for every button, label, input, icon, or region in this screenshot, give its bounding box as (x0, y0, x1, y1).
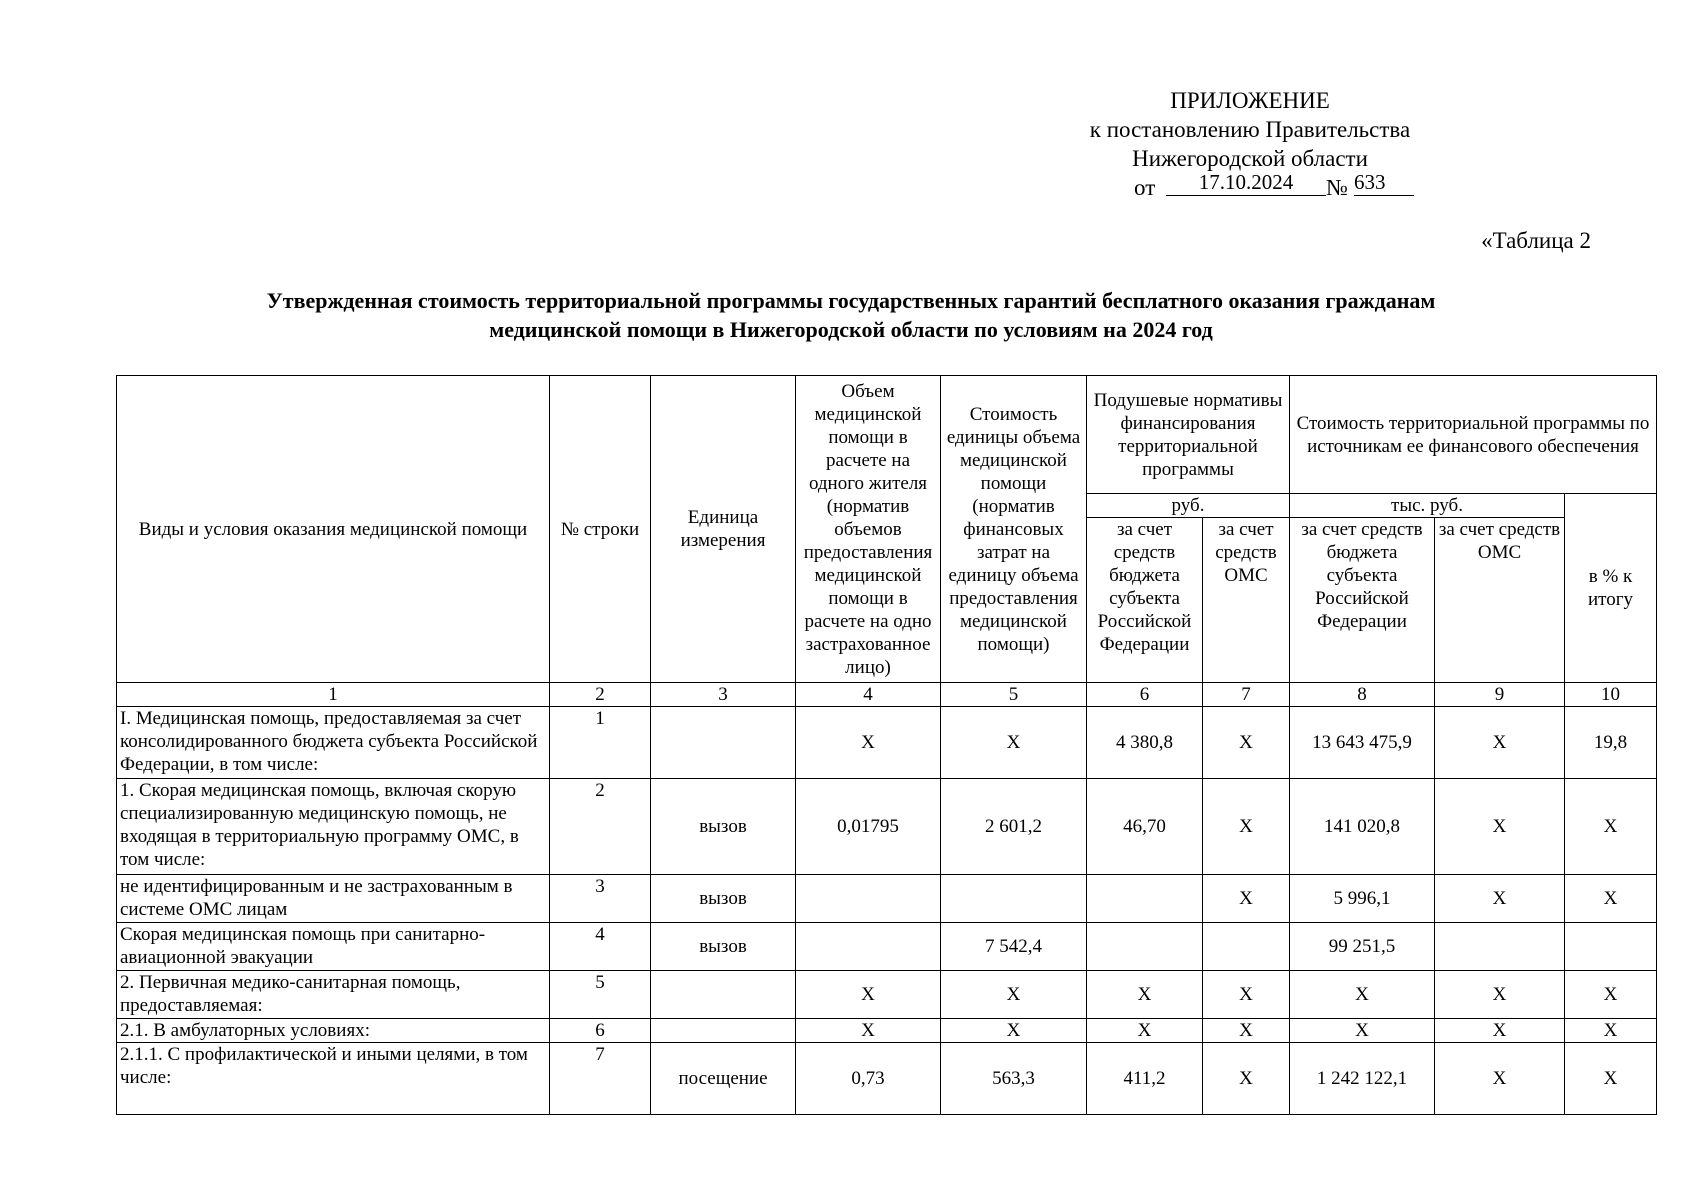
table-row (117, 779, 1657, 875)
table-row (117, 923, 1657, 971)
row-per-capita-oms: X (1203, 971, 1290, 1019)
column-numbers-row (117, 683, 1657, 707)
col-number: 2 (550, 683, 651, 707)
row-number: 2 (550, 779, 651, 875)
row-number: 7 (550, 1043, 651, 1115)
col-number: 8 (1290, 683, 1435, 707)
appendix-line-2: Нижегородской области (1132, 146, 1368, 171)
row-volume: 0,01795 (796, 779, 941, 875)
row-unit-cost: X (941, 971, 1087, 1019)
row-per-capita-budget: 46,70 (1087, 779, 1203, 875)
header-thousand-rub: тыс. руб. (1290, 494, 1565, 518)
row-cost-budget: 13 643 475,9 (1290, 707, 1435, 779)
row-cost-budget: X (1290, 1019, 1435, 1043)
header-rub: руб. (1087, 494, 1290, 518)
row-percent: X (1565, 1019, 1657, 1043)
order-number: 633 (1354, 169, 1414, 196)
row-cost-oms: X (1435, 1043, 1565, 1115)
row-unit (651, 971, 796, 1019)
row-unit-cost: X (941, 707, 1087, 779)
row-name: Скорая медицинская помощь при санитарно-авиационной эвакуации (117, 923, 550, 971)
row-volume (796, 875, 941, 923)
header-per-capita: Подушевые нормативы финансирования территориальной программы (1087, 376, 1290, 494)
row-per-capita-oms: X (1203, 1019, 1290, 1043)
table-row (117, 1019, 1657, 1043)
row-cost-budget: 5 996,1 (1290, 875, 1435, 923)
row-per-capita-oms: X (1203, 1043, 1290, 1115)
col-number: 4 (796, 683, 941, 707)
order-reference (1040, 170, 1460, 203)
row-name: 1. Скорая медицинская помощь, включая скорую специализированную медицинскую помощь, не входящая в территориальную программу ОМС, в том числе: (117, 779, 550, 875)
header-types: Виды и условия оказания медицинской помощи (117, 376, 550, 683)
appendix-block (1040, 86, 1460, 203)
row-cost-oms: X (1435, 875, 1565, 923)
row-cost-oms: X (1435, 971, 1565, 1019)
row-cost-budget: 99 251,5 (1290, 923, 1435, 971)
row-unit: вызов (651, 875, 796, 923)
col-number: 9 (1435, 683, 1565, 707)
number-sign: № (1326, 175, 1348, 200)
table-row (117, 707, 1657, 779)
title-line-2: медицинской помощи в Нижегородской области по условиям на 2024 год (489, 317, 1213, 342)
row-percent: X (1565, 875, 1657, 923)
row-percent: X (1565, 779, 1657, 875)
row-cost-oms: X (1435, 707, 1565, 779)
row-volume: X (796, 707, 941, 779)
row-volume (796, 923, 941, 971)
row-unit-cost: 2 601,2 (941, 779, 1087, 875)
table-row (117, 875, 1657, 923)
row-unit-cost (941, 875, 1087, 923)
row-per-capita-budget (1087, 923, 1203, 971)
row-unit: посещение (651, 1043, 796, 1115)
row-name: I. Медицинская помощь, предоставляемая за счет консолидированного бюджета субъекта Российской Федерации, в том числе: (117, 707, 550, 779)
row-name: 2.1. В амбулаторных условиях: (117, 1019, 550, 1043)
header-oms-funds-thousand: за счет средств ОМС (1435, 518, 1565, 683)
header-budget-subject-thousand: за счет средств бюджета субъекта Российской Федерации (1290, 518, 1435, 683)
row-volume: X (796, 971, 941, 1019)
row-per-capita-budget: 4 380,8 (1087, 707, 1203, 779)
appendix-title: ПРИЛОЖЕНИЕ (1170, 88, 1330, 113)
col-number: 10 (1565, 683, 1657, 707)
row-number: 5 (550, 971, 651, 1019)
header-program-cost: Стоимость территориальной программы по источникам ее финансового обеспечения (1290, 376, 1657, 494)
cost-table (116, 375, 1657, 1115)
col-number: 7 (1203, 683, 1290, 707)
row-per-capita-oms: X (1203, 779, 1290, 875)
table-row (117, 971, 1657, 1019)
row-name: 2.1.1. С профилактической и иными целями, в том числе: (117, 1043, 550, 1115)
row-unit-cost: 7 542,4 (941, 923, 1087, 971)
appendix-line-1: к постановлению Правительства (1089, 117, 1411, 142)
row-number: 6 (550, 1019, 651, 1043)
header-unit-cost: Стоимость единицы объема медицинской помощи (норматив финансовых затрат на единицу объема предоставления медицинской помощи) (941, 376, 1087, 683)
header-oms-funds: за счет средств ОМС (1203, 518, 1290, 683)
row-unit: вызов (651, 779, 796, 875)
row-percent: X (1565, 971, 1657, 1019)
row-volume: X (796, 1019, 941, 1043)
row-per-capita-oms: X (1203, 707, 1290, 779)
document-title (106, 286, 1596, 344)
row-unit: вызов (651, 923, 796, 971)
row-unit (651, 1019, 796, 1043)
row-cost-oms: X (1435, 1019, 1565, 1043)
header-budget-subject: за счет средств бюджета субъекта Российской Федерации (1087, 518, 1203, 683)
from-label: от (1134, 175, 1156, 200)
header-unit: Единица измерения (651, 376, 796, 683)
row-name: не идентифицированным и не застрахованным в системе ОМС лицам (117, 875, 550, 923)
row-cost-oms (1435, 923, 1565, 971)
row-percent: X (1565, 1043, 1657, 1115)
col-number: 3 (651, 683, 796, 707)
header-volume: Объем медицинской помощи в расчете на одного жителя (норматив объемов предоставления медицинской помощи в расчете на одно застрахованное лицо) (796, 376, 941, 683)
row-per-capita-budget: 411,2 (1087, 1043, 1203, 1115)
row-number: 3 (550, 875, 651, 923)
row-percent: 19,8 (1565, 707, 1657, 779)
title-line-1: Утвержденная стоимость территориальной программы государственных гарантий бесплатного оказания гражданам (266, 288, 1436, 313)
col-number: 1 (117, 683, 550, 707)
row-number: 4 (550, 923, 651, 971)
row-unit-cost: 563,3 (941, 1043, 1087, 1115)
row-per-capita-budget (1087, 875, 1203, 923)
col-number: 6 (1087, 683, 1203, 707)
order-date: 17.10.2024 (1166, 169, 1326, 196)
row-per-capita-oms: X (1203, 875, 1290, 923)
row-unit (651, 707, 796, 779)
row-per-capita-oms (1203, 923, 1290, 971)
row-number: 1 (550, 707, 651, 779)
header-percent: в % к итогу (1565, 494, 1657, 683)
row-volume: 0,73 (796, 1043, 941, 1115)
col-number: 5 (941, 683, 1087, 707)
table-label: «Таблица 2 (1481, 228, 1591, 253)
header-row-number: № строки (550, 376, 651, 683)
row-per-capita-budget: X (1087, 971, 1203, 1019)
row-cost-budget: X (1290, 971, 1435, 1019)
row-cost-budget: 141 020,8 (1290, 779, 1435, 875)
table-row (117, 1043, 1657, 1115)
row-cost-oms: X (1435, 779, 1565, 875)
row-unit-cost: X (941, 1019, 1087, 1043)
row-cost-budget: 1 242 122,1 (1290, 1043, 1435, 1115)
row-name: 2. Первичная медико-санитарная помощь, предоставляемая: (117, 971, 550, 1019)
row-percent (1565, 923, 1657, 971)
row-per-capita-budget: X (1087, 1019, 1203, 1043)
